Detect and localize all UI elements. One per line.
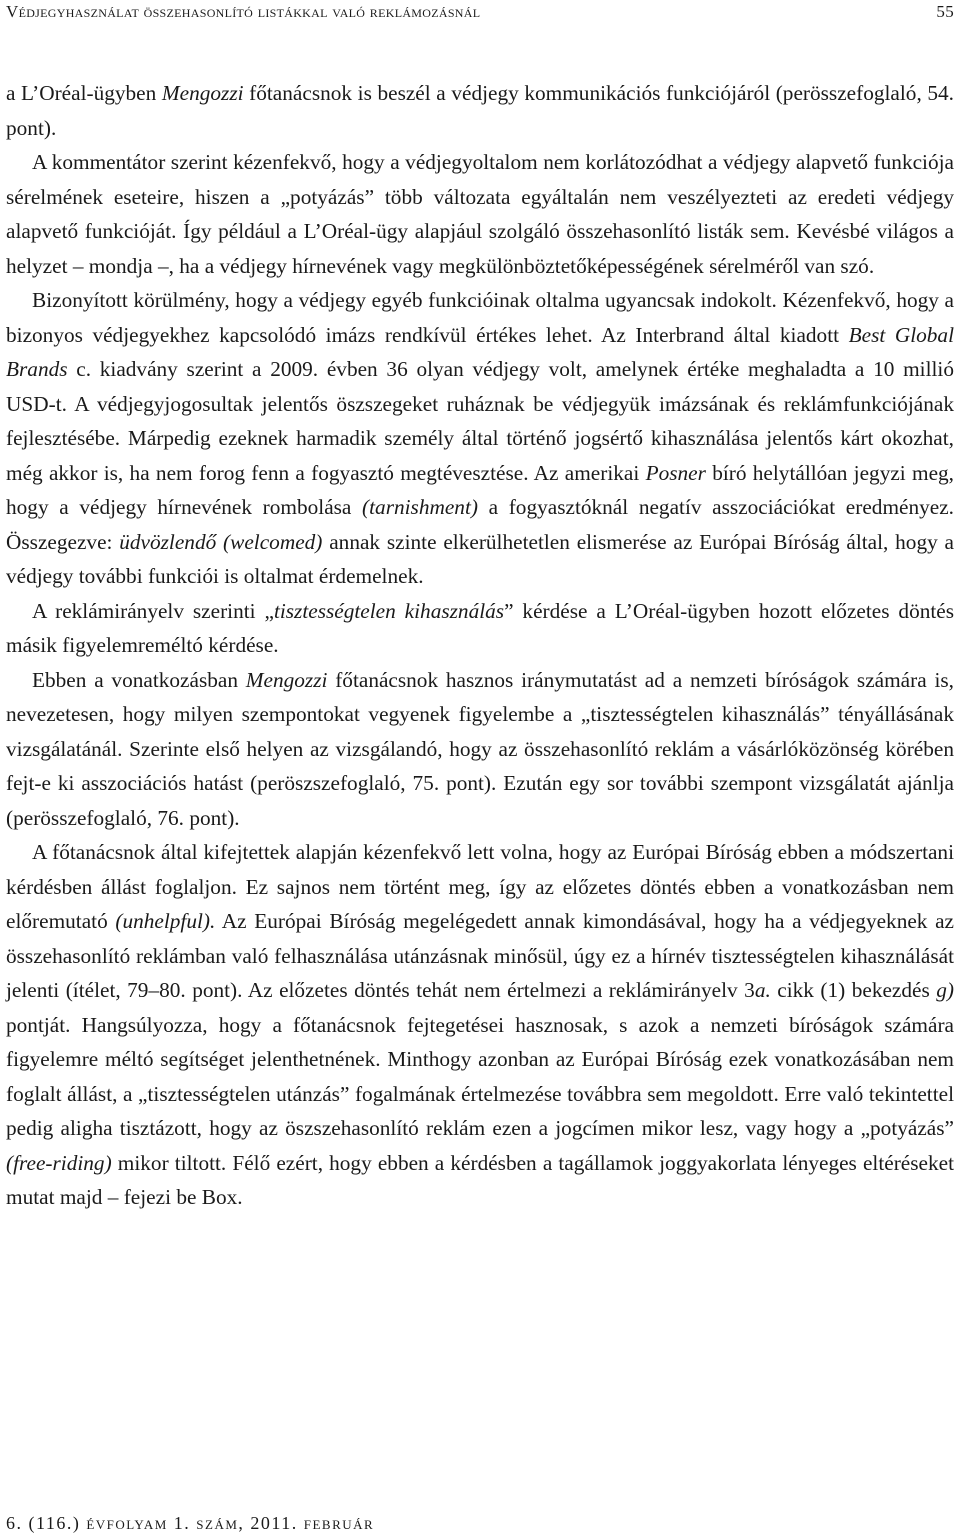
running-header — [6, 2, 954, 28]
paragraph — [6, 835, 954, 1215]
italic-text: g) — [936, 978, 954, 1002]
text-run: A főtanácsnok által kifejtettek alapján kézenfekvő lett volna, hogy az Európai Bíróság ebben a módszertani kérdésben állást foglaljon. Ez sajnos nem történt meg, így az előzetes döntés ebben a vonatkozásban nem előremutató — [6, 840, 954, 933]
text-run: Bizonyított körülmény, hogy a védjegy egyéb funkcióinak oltalma ugyancsak indokolt. Kézenfekvő, hogy a bizonyos védjegyekhez kapcsolódó imázs rendkívül értékes lehet. Az Interbrand által kiadott — [6, 288, 954, 347]
italic-text: Posner — [645, 460, 706, 485]
footer-issue-info: 6. (116.) évfolyam 1. szám, 2011. február — [6, 1513, 375, 1533]
italic-text: a. — [754, 978, 771, 1002]
text-run: főtanácsnok hasznos iránymutatást ad a nemzeti bíróságok számára is, nevezetesen, hogy milyen szempontokat vegyenek figyelembe a „tisztességtelen kihasználás” tényállásának vizsgálatánál. Szerinte első helyen az vizsgálandó, hogy az összehasonlító reklám a vásárlóközönség körében fejt-e ki asszociációs hatást (peröszszefoglaló, 75. pont). Ezután egy sor további szempont vizsgálatát ajánlja (perösszefoglaló, 76. pont). — [6, 667, 954, 830]
text-run: mikor tiltott. Félő ezért, hogy ebben a kérdésben a tagállamok joggyakorlata lényeges eltéréseket mutat majd – fejezi be Box. — [6, 1150, 954, 1209]
text-run: A reklámirányelv szerinti „ — [32, 598, 274, 623]
text-run: a fogyasztóknál negatív asszociációkat eredményez. Összegezve: — [6, 495, 954, 554]
italic-text: (unhelpful). — [115, 909, 216, 933]
italic-text: Mengozzi — [245, 667, 328, 692]
paragraph — [6, 76, 954, 145]
paragraph — [6, 594, 954, 663]
page-number: 55 — [936, 2, 954, 21]
text-run: cikk (1) bekezdés — [770, 978, 937, 1002]
text-run: a L’Oréal-ügyben — [6, 81, 162, 105]
text-run: Az Európai Bíróság megelégedett annak kimondásával, hogy ha a védjegyeknek az összehasonlító reklámban való felhasználása utánzásnak minősül, úgy ez a hírnév tisztességtelen kihasználását jelenti (ítélet, 79–80. pont). Az előzetes döntés tehát nem értelmezi a reklámirányelv 3 — [6, 909, 954, 1002]
body-text — [6, 76, 954, 1215]
text-run: c. kiadvány szerint a 2009. évben 36 olyan védjegy volt, amelynek értéke meghaladta a 10 millió USD-t. A védjegyjogosultak jelentős öszszegeket ruháznak be védjegyük imázsának és reklámfunkciójának fejlesztésébe. Márpedig ezeknek harmadik személy által történő jogsértő kihasználása jelentős kárt okozhat, még akkor is, ha nem forog fenn a fogyasztó megtévesztése. Az amerikai — [6, 357, 954, 485]
italic-text: Best Global Brands — [6, 322, 954, 381]
paragraph — [6, 145, 954, 283]
italic-text: (tarnishment) — [362, 495, 478, 519]
italic-text: (free-riding) — [6, 1150, 112, 1175]
italic-text: Mengozzi — [161, 81, 244, 105]
text-run: ” kérdése a L’Oréal-ügyben hozott előzetes döntés másik figyelemreméltó kérdése. — [6, 598, 955, 657]
text-run: pontját. Hangsúlyozza, hogy a főtanácsnok fejtegetései hasznosak, s azok a nemzeti bíróságok számára figyelemre méltó segítséget jelenthetnének. Minthogy azonban az Európai Bíróság ezek vonatkozásában nem foglalt állást, a „tisztességtelen utánzás” fogalmának értelmezése továbbra sem megoldott. Erre való tekintettel pedig aligha tisztázott, hogy az öszszehasonlító reklám ezen a jogcímen mikor lesz, vagy hogy a „potyázás” — [6, 1012, 954, 1140]
text-run: bíró helytállóan jegyzi meg, hogy a védjegy hírnevének rombolása — [6, 460, 954, 519]
text-run: annak szinte elkerülhetetlen elismerése az Európai Bíróság által, hogy a védjegy további funkciói is oltalmat érdemelnek. — [6, 529, 955, 588]
running-header-title: Védjegyhasználat összehasonlító listákkal való reklámozásnál — [6, 2, 481, 21]
paragraph — [6, 283, 954, 594]
text-run: Ebben a vonatkozásban — [32, 667, 246, 692]
text-run: A kommentátor szerint kézenfekvő, hogy a védjegyoltalom nem korlátozódhat a védjegy alapvető funkciója sérelmének eseteire, hiszen a „potyázás” több változata egyáltalán nem veszélyezteti az eredeti védjegy alapvető funkcióját. Így például a L’Oréal-ügy alapjául szolgáló összehasonlító listák sem. Kevésbé világos a helyzet – mondja –, ha a védjegy hírnevének vagy megkülönböztetőképességének sérelméről van szó. — [6, 150, 954, 278]
text-run: főtanácsnok is beszél a védjegy kommunikációs funkciójáról (perösszefoglaló, 54. pont). — [6, 81, 955, 140]
paragraph — [6, 663, 954, 836]
italic-text: tisztességtelen kihasználás — [273, 598, 505, 623]
italic-text: üdvözlendő (welcomed) — [119, 529, 323, 554]
